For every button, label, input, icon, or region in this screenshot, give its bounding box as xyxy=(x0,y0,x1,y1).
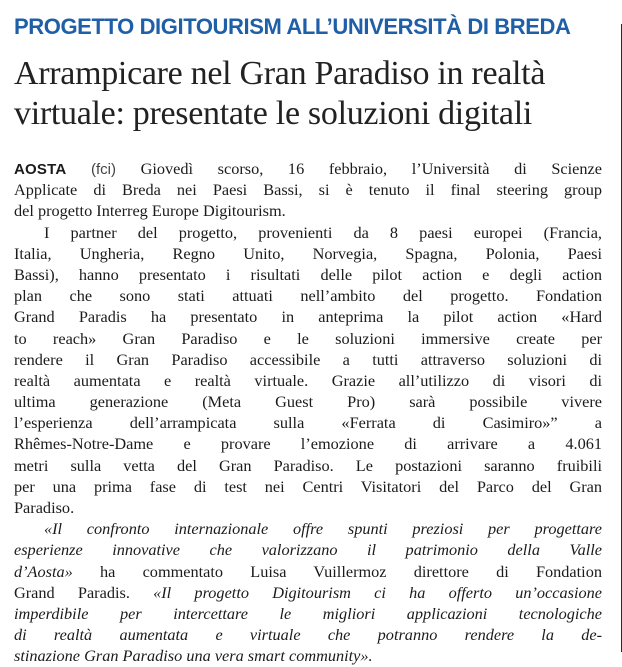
body-text: Grand Paradis. xyxy=(14,582,154,602)
body-line xyxy=(14,582,602,603)
body-line: Bassi), hanno presentato i risultati delle pilot action e degli action xyxy=(14,264,602,284)
title-line: Arrampicare nel Gran Paradiso in realtà xyxy=(14,55,546,92)
body-line xyxy=(14,561,602,582)
body-line: Grand Paradis ha presentato in anteprima la pilot action «Hard xyxy=(14,307,602,327)
body-line: per una prima fase di test nei Centri Visitatori del Parco del Gran xyxy=(14,476,602,496)
body-line: l’esperienza dell’arrampicata sulla «Ferrata di Casimiro»” a xyxy=(14,413,602,433)
body-line: plan che sono stati attuati nell’ambito del progetto. Fondation xyxy=(14,286,602,306)
dateline: AOSTA xyxy=(14,161,67,178)
body-line: ultima generazione (Meta Guest Pro) sarà possibile vivere xyxy=(14,392,602,412)
body-line: metri sulla vetta del Gran Paradiso. Le postazioni saranno fruibili xyxy=(14,455,602,475)
quote-line: esperienze innovative che valorizzano il patrimonio della Valle xyxy=(14,540,602,560)
body-line xyxy=(14,158,602,179)
title-line: virtuale: presentate le soluzioni digitali xyxy=(14,95,533,132)
quote-line: stinazione Gran Paradiso una vera smart community». xyxy=(14,646,373,666)
body-line: del progetto Interreg Europe Digitourism. xyxy=(14,201,286,221)
quote-line: di realtà aumentata e virtuale che potranno rendere la de- xyxy=(14,625,602,645)
quote-line: «Il confronto internazionale offre spunti preziosi per progettare xyxy=(44,519,602,539)
quote-text: «Il progetto Digitourism ci ha offerto un’occasione xyxy=(153,582,603,602)
body-text: Giovedì scorso, 16 febbraio, l’Università di Scienze xyxy=(140,159,602,178)
body-line: Italia, Ungheria, Regno Unito, Norvegia, Spagna, Polonia, Paesi xyxy=(14,243,602,263)
quote-line: imperdibile per intercettare le migliori applicazioni tecnologiche xyxy=(14,603,602,623)
byline: (fci) xyxy=(91,161,116,178)
body-line: Paradiso. xyxy=(14,498,75,517)
body-line: realtà aumentata e realtà virtuale. Grazie all’utilizzo di visori di xyxy=(14,370,602,390)
body-line: Applicate di Breda nei Paesi Bassi, si è tenuto il final steering group xyxy=(14,180,602,200)
body-line: rendere il Gran Paradiso accessibile a tutti attraverso soluzioni di xyxy=(14,349,602,369)
body-line: I partner del progetto, provenienti da 8 paesi europei (Francia, xyxy=(44,222,602,242)
body-text: ha commentato Luisa Vuillermoz direttore di Fondation xyxy=(72,561,602,581)
article-body xyxy=(14,158,602,667)
quote-text: d’Aosta» xyxy=(14,561,73,581)
article-kicker: PROGETTO DIGITOURISM ALL’UNIVERSITÀ DI BREDA xyxy=(14,14,571,39)
newspaper-article xyxy=(14,10,614,666)
body-line: to reach» Gran Paradiso e le soluzioni immersive create per xyxy=(14,328,602,348)
body-line: Rhêmes-Notre-Dame e provare l’emozione di arrivare a 4.061 xyxy=(14,434,602,454)
article-title xyxy=(14,54,602,134)
